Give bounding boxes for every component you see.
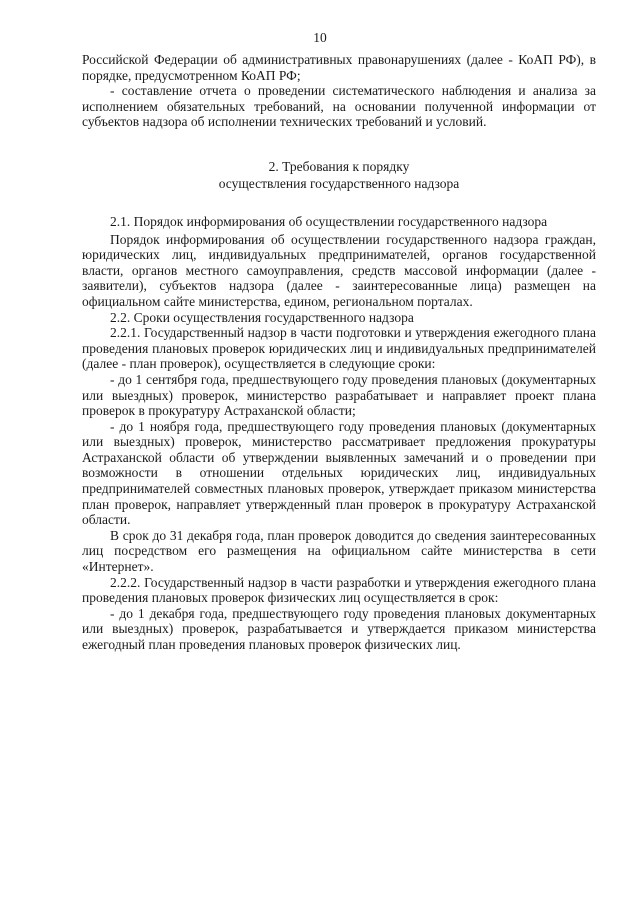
subsection-2-2-title: 2.2. Сроки осуществления государственного надзора — [110, 309, 414, 325]
document-body — [82, 52, 596, 653]
paragraph-informing-procedure: Порядок информирования об осуществлении государственного надзора граждан, юридических лиц, индивидуальных предпринимателей, органов государственной власти, органов местного самоуправления, средств массовой информации (далее - заявители), субъектов надзора (далее - заинтересованные лица) размещен на официальном сайте министерства, едином, региональном порталах. — [82, 231, 596, 309]
list-item-december: - до 1 декабря года, предшествующего году проведения плановых документарных или выездных) проверок, разрабатывается и утверждается приказом министерства ежегодный план проведения плановых проверок физических лиц. — [82, 605, 596, 652]
section-heading-line2: осуществления государственного надзора — [218, 175, 460, 191]
page-number: 10 — [313, 30, 327, 45]
subsection-2-1-title: 2.1. Порядок информирования об осуществлении государственного надзора — [110, 213, 548, 229]
section-heading — [82, 158, 596, 192]
list-item-september: - до 1 сентября года, предшествующего году проведения плановых (документарных или выездных) проверок, министерство разрабатывает и направляет проект плана проверок в прокуратуру Астраханской области; — [82, 371, 596, 419]
paragraph-december-deadline: В срок до 31 декабря года, план проверок доводится до сведения заинтересованных лиц посредством его размещения на официальном сайте министерства в сети «Интернет». — [82, 527, 596, 575]
section-heading-line1: 2. Требования к порядку — [268, 158, 410, 174]
paragraph-report-item: - составление отчета о проведении систематического наблюдения и анализа за исполнением обязательных требований, на основании полученной информации от субъектов надзора об исполнении технических требований и условий. — [82, 83, 596, 130]
paragraph-continuation: Российской Федерации об административных правонарушениях (далее - КоАП РФ), в порядке, предусмотренном КоАП РФ; — [82, 52, 596, 83]
list-item-november: - до 1 ноября года, предшествующего году проведения плановых (документарных или выездных) проверок, министерство рассматривает предложения прокуратуры Астраханской области об утверждении выявленных замечаний и о проведении при возможности в отношении отдельных юридических лиц, индивидуальных предпринимателей совместных плановых проверок, утверждает приказом министерства план проверок, направляет утвержденный план проверок в прокуратуру Астраханской области. — [82, 418, 596, 528]
paragraph-2-2-2: 2.2.2. Государственный надзор в части разработки и утверждения ежегодного плана проведения плановых проверок физических лиц осуществляется в срок: — [82, 574, 596, 606]
paragraph-2-2-1: 2.2.1. Государственный надзор в части подготовки и утверждения ежегодного плана проведения плановых проверок юридических лиц и индивидуальных предпринимателей (далее - план проверок), осуществляется в следующие сроки: — [82, 325, 596, 372]
